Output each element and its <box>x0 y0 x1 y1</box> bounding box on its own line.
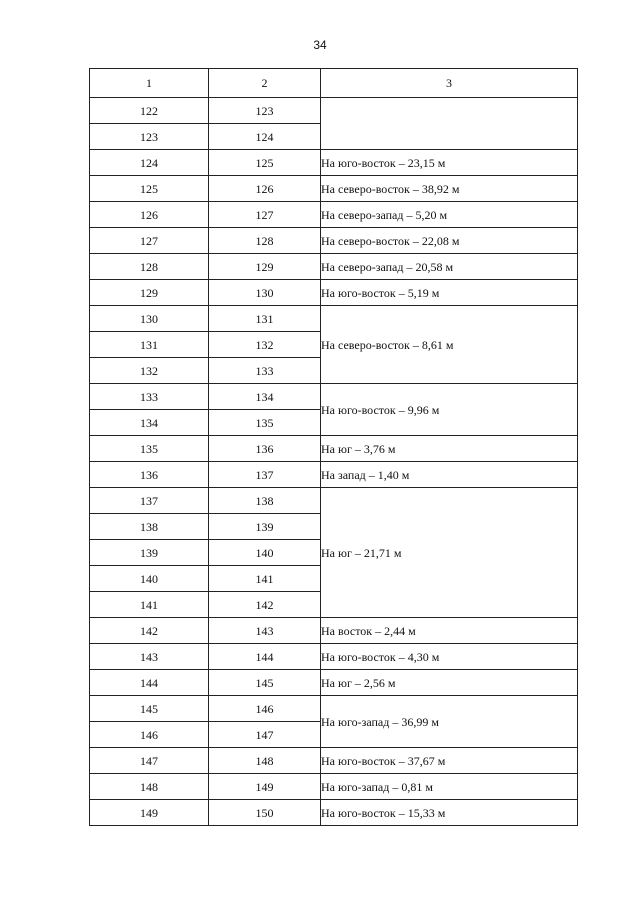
point-from-cell: 125 <box>90 176 209 202</box>
point-from-cell: 135 <box>90 436 209 462</box>
table-row <box>90 280 578 306</box>
table-row <box>90 696 578 722</box>
point-from-cell: 137 <box>90 488 209 514</box>
point-from-cell: 146 <box>90 722 209 748</box>
point-from-cell: 127 <box>90 228 209 254</box>
boundary-table <box>89 68 578 826</box>
point-from-cell: 148 <box>90 774 209 800</box>
point-to-cell: 134 <box>209 384 321 410</box>
point-from-cell: 131 <box>90 332 209 358</box>
direction-distance-cell: На юго-восток – 5,19 м <box>321 280 578 306</box>
table-row <box>90 488 578 514</box>
point-from-cell: 145 <box>90 696 209 722</box>
table-row <box>90 98 578 124</box>
point-to-cell: 150 <box>209 800 321 826</box>
point-from-cell: 147 <box>90 748 209 774</box>
point-to-cell: 136 <box>209 436 321 462</box>
table-row <box>90 202 578 228</box>
table-row <box>90 384 578 410</box>
direction-distance-cell: На юго-восток – 9,96 м <box>321 384 578 436</box>
direction-distance-cell: На северо-запад – 20,58 м <box>321 254 578 280</box>
point-to-cell: 123 <box>209 98 321 124</box>
point-from-cell: 149 <box>90 800 209 826</box>
point-to-cell: 145 <box>209 670 321 696</box>
table-row <box>90 670 578 696</box>
point-from-cell: 138 <box>90 514 209 540</box>
header-col-2: 2 <box>209 69 321 98</box>
table-row <box>90 462 578 488</box>
point-from-cell: 132 <box>90 358 209 384</box>
header-col-1: 1 <box>90 69 209 98</box>
table-row <box>90 176 578 202</box>
point-to-cell: 141 <box>209 566 321 592</box>
direction-distance-cell: На юго-восток – 23,15 м <box>321 150 578 176</box>
point-to-cell: 146 <box>209 696 321 722</box>
point-from-cell: 134 <box>90 410 209 436</box>
point-to-cell: 126 <box>209 176 321 202</box>
point-to-cell: 140 <box>209 540 321 566</box>
table-row <box>90 774 578 800</box>
point-to-cell: 148 <box>209 748 321 774</box>
table-row <box>90 748 578 774</box>
point-to-cell: 143 <box>209 618 321 644</box>
point-to-cell: 135 <box>209 410 321 436</box>
point-from-cell: 143 <box>90 644 209 670</box>
table-row <box>90 644 578 670</box>
table-header-row <box>90 69 578 98</box>
point-from-cell: 144 <box>90 670 209 696</box>
direction-distance-cell: На восток – 2,44 м <box>321 618 578 644</box>
direction-distance-cell <box>321 98 578 150</box>
point-to-cell: 139 <box>209 514 321 540</box>
point-to-cell: 147 <box>209 722 321 748</box>
table-row <box>90 228 578 254</box>
table-row <box>90 618 578 644</box>
direction-distance-cell: На юг – 2,56 м <box>321 670 578 696</box>
point-to-cell: 137 <box>209 462 321 488</box>
point-from-cell: 123 <box>90 124 209 150</box>
point-from-cell: 141 <box>90 592 209 618</box>
table-row <box>90 800 578 826</box>
table-row <box>90 150 578 176</box>
point-to-cell: 125 <box>209 150 321 176</box>
point-from-cell: 130 <box>90 306 209 332</box>
direction-distance-cell: На северо-запад – 5,20 м <box>321 202 578 228</box>
point-from-cell: 126 <box>90 202 209 228</box>
point-to-cell: 124 <box>209 124 321 150</box>
direction-distance-cell: На юг – 21,71 м <box>321 488 578 618</box>
direction-distance-cell: На северо-восток – 22,08 м <box>321 228 578 254</box>
point-to-cell: 142 <box>209 592 321 618</box>
point-from-cell: 128 <box>90 254 209 280</box>
point-to-cell: 144 <box>209 644 321 670</box>
direction-distance-cell: На юго-запад – 0,81 м <box>321 774 578 800</box>
point-from-cell: 124 <box>90 150 209 176</box>
direction-distance-cell: На юго-запад – 36,99 м <box>321 696 578 748</box>
direction-distance-cell: На юг – 3,76 м <box>321 436 578 462</box>
point-to-cell: 129 <box>209 254 321 280</box>
direction-distance-cell: На юго-восток – 15,33 м <box>321 800 578 826</box>
point-to-cell: 130 <box>209 280 321 306</box>
direction-distance-cell: На юго-восток – 4,30 м <box>321 644 578 670</box>
point-to-cell: 131 <box>209 306 321 332</box>
direction-distance-cell: На юго-восток – 37,67 м <box>321 748 578 774</box>
point-from-cell: 140 <box>90 566 209 592</box>
table-row <box>90 436 578 462</box>
point-from-cell: 142 <box>90 618 209 644</box>
direction-distance-cell: На северо-восток – 38,92 м <box>321 176 578 202</box>
point-from-cell: 136 <box>90 462 209 488</box>
direction-distance-cell: На запад – 1,40 м <box>321 462 578 488</box>
point-from-cell: 139 <box>90 540 209 566</box>
table-row <box>90 254 578 280</box>
point-from-cell: 129 <box>90 280 209 306</box>
point-to-cell: 128 <box>209 228 321 254</box>
direction-distance-cell: На северо-восток – 8,61 м <box>321 306 578 384</box>
point-to-cell: 133 <box>209 358 321 384</box>
page-number: 34 <box>313 38 327 52</box>
point-from-cell: 133 <box>90 384 209 410</box>
header-col-3: 3 <box>321 69 578 98</box>
point-to-cell: 127 <box>209 202 321 228</box>
point-from-cell: 122 <box>90 98 209 124</box>
point-to-cell: 138 <box>209 488 321 514</box>
point-to-cell: 132 <box>209 332 321 358</box>
point-to-cell: 149 <box>209 774 321 800</box>
table-row <box>90 306 578 332</box>
